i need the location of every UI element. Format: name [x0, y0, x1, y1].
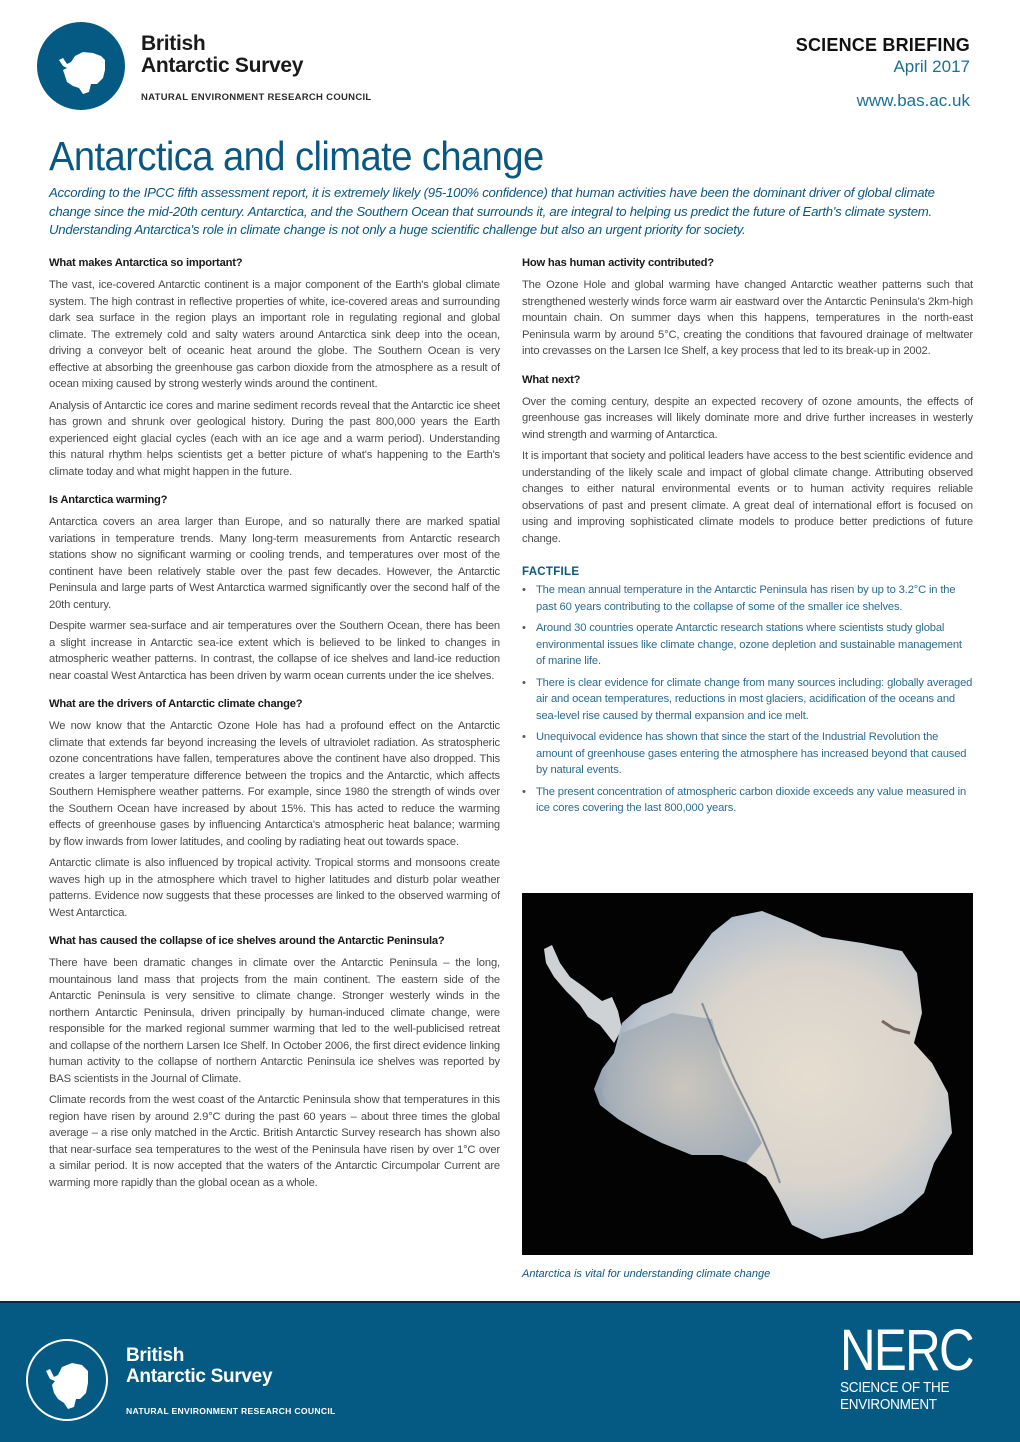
paragraph: Analysis of Antarctic ice cores and marine sediment records reveal that the Antarctic ice sheet has grown and shrunk over geological history. During the past 800,000 years the Earth experienced eight glacial cycles (each with an ice age and a warm period). Understanding this natural rhythm helps scientists get a better picture of what's happening to the Earth's climate today and what might happen in the future. [49, 399, 500, 478]
page-title: Antarctica and climate change [49, 133, 544, 179]
footer [0, 1301, 1020, 1442]
bullet-icon: • [522, 731, 526, 743]
nerc-logo [839, 1318, 996, 1413]
header [0, 0, 1020, 130]
bullet-icon: • [522, 785, 526, 798]
nerc-acronym: NERC [839, 1318, 973, 1383]
factfile-item [522, 784, 973, 817]
factfile-item-text: Unequivocal evidence has shown that since the start of the Industrial Revolution the amount of greenhouse gases entering the atmosphere has increased beyond that caused by natural events. [536, 731, 967, 776]
intro-paragraph: According to the IPCC fifth assessment report, it is extremely likely (95-100% confidence) that human activities have been the dominant driver of global climate change since the mid-20th century. Antarctica, and the Southern Ocean that surrounds it, are integral to helping us predict the future of Earth's climate system. Understanding Antarctica's role in climate change is not only a huge scientific challenge but also an urgent priority for society. [49, 185, 935, 237]
factfile-title: FACTFILE [522, 566, 580, 578]
paragraph: The Ozone Hole and global warming have changed Antarctic weather patterns such that strengthened westerly winds force warm air eastward over the Antarctic Peninsula's 2km-high mountain chain. On summer days when this happens, temperatures in the north-east Peninsula warm by around 5°C, creating the conditions that favoured drainage of meltwater into crevasses on the Larsen Ice Shelf, a key process that led to its break-up in 2002. [522, 279, 973, 357]
website-link[interactable]: www.bas.ac.uk [856, 91, 970, 110]
section-heading: What next? [522, 373, 581, 386]
briefing-date: April 2017 [893, 57, 970, 76]
nerc-tagline-line2: ENVIRONMENT [839, 1396, 937, 1413]
factfile-item [522, 582, 973, 615]
paragraph: Antarctic climate is also influenced by tropical activity. Tropical storms and monsoons create waves high up in the atmosphere which travel to higher latitudes and disturb polar weather patterns. Evidence now suggests that these processes are linked to the observed warming of West Antarctica. [49, 857, 500, 919]
factfile-item-text: Around 30 countries operate Antarctic research stations where scientists study global environmental issues like climate change, ozone depletion and sustainable management of marine life. [536, 622, 962, 667]
nerc-tagline-line1: SCIENCE OF THE [839, 1379, 949, 1396]
factfile-item-text: There is clear evidence for climate change from many sources including: globally averaged air and ocean temperatures, reductions in most glaciers, acidification of the oceans and sea-level rise caused by thermal expansion and ice melt. [536, 676, 973, 722]
footer-bas-wordmark [126, 1345, 272, 1387]
right-column [522, 256, 973, 822]
bullet-icon: • [522, 584, 526, 596]
paragraph: Despite warmer sea-surface and air temperatures over the Southern Ocean, there has been a slight increase in Antarctic sea-ice extent which is believed to be linked to changes in atmospheric weather patterns. In contrast, the collapse of ice shelves and land-ice reduction near coastal West Antarctica has been driven by warm ocean currents under the ice shelves. [49, 620, 500, 682]
paragraph: There have been dramatic changes in climate over the Antarctic Peninsula – the long, mountainous land mass that projects from the main continent. The eastern side of the Antarctic Peninsula is very sensitive to climate change. Stronger westerly winds in the northern Antarctic Peninsula, driven principally by human-induced climate change, were responsible for the marked regional summer warming that led to the well-publicised retreat and collapse of the northern Larsen Ice Shelf. In October 2006, the first direct evidence linking human activity to the collapse of northern Antarctic Peninsula ice shelves was reported by BAS scientists in the Journal of Climate. [49, 957, 500, 1085]
image-caption: Antarctica is vital for understanding climate change [522, 1268, 771, 1280]
bullet-icon: • [522, 622, 526, 634]
section-heading: Is Antarctica warming? [49, 494, 168, 506]
factfile-item-text: The mean annual temperature in the Antarctic Peninsula has risen by up to 3.2°C in the past 60 years contributing to the collapse of some of the smaller ice shelves. [536, 584, 956, 613]
logo-subtitle: NATURAL ENVIRONMENT RESEARCH COUNCIL [141, 92, 372, 103]
paragraph: We now know that the Antarctic Ozone Hole has had a profound effect on the Antarctic climate that extends far beyond increasing the levels of ultraviolet radiation. As stratospheric ozone concentrations have fallen, temperatures above the continent have also dropped. This creates a larger temperature difference between the tropics and the Antarctic, which affects Southern Hemisphere weather patterns. For example, since 1980 the strength of winds over the Southern Ocean have increased by about 15%. This has acted to reduce the warming effects of greenhouse gases by influencing Antarctica's atmospheric heat balance; warming by flow inwards from lower latitudes, and cooling by radiating heat out towards space. [49, 720, 500, 848]
bas-logo-icon [26, 1339, 108, 1421]
logo-line-antarctic-survey: Antarctic Survey [141, 54, 304, 77]
paragraph: Climate records from the west coast of the Antarctic Peninsula show that temperatures in this region have risen by around 2.9°C during the past 60 years – about three times the global average – a rise only matched in the Arctic. British Antarctic Survey research has shown also that near-surface sea temperatures to the west of the Peninsula have risen by over 1°C over a similar period. It is now accepted that the waters of the Antarctic Circumpolar Current are warming more rapidly than the global ocean as a whole. [49, 1094, 500, 1189]
factfile-item [522, 675, 973, 725]
briefing-info [796, 34, 970, 112]
section-heading: What are the drivers of Antarctic climate change? [49, 698, 303, 710]
bas-logo-icon [37, 22, 125, 110]
logo-line-british: British [141, 32, 206, 55]
antarctica-satellite-image [522, 893, 973, 1255]
factfile-item [522, 729, 973, 779]
paragraph: Over the coming century, despite an expected recovery of ozone amounts, the effects of greenhouse gas increases will likely dominate more and drive further increases in westerly wind strength and warming of Antarctica. [522, 395, 973, 441]
footer-logo-line-british: British [126, 1345, 185, 1366]
paragraph: The vast, ice-covered Antarctic continent is a major component of the Earth's global climate system. The high contrast in reflective properties of white, ice-covered areas and surrounding dark sea surface in the region plays an important role in regulating regional and global climate. The extremely cold and salty waters around Antarctica sink deep into the ocean, driving a conveyor belt of oceanic heat around the globe. The Southern Ocean is very effective at absorbing the greenhouse gas carbon dioxide from the atmosphere as a result of ocean mixing caused by strong westerly winds around the continent. [49, 279, 500, 390]
factfile-box [522, 566, 973, 817]
factfile-item-text: The present concentration of atmospheric carbon dioxide exceeds any value measured in ice cores covering the last 800,000 years. [536, 785, 967, 814]
footer-logo-line-antarctic-survey: Antarctic Survey [126, 1366, 273, 1387]
section-heading: What makes Antarctica so important? [49, 257, 243, 269]
left-column [49, 256, 500, 1196]
paragraph: Antarctica covers an area larger than Europe, and so naturally there are marked spatial variations in temperature trends. Many long-term measurements from Antarctic research stations show no significant warming or cooling trends, and temperatures over most of the continent have been relatively stable over the past few decades. However, the Antarctic Peninsula and large parts of West Antarctica warmed significantly over the second half of the 20th century. [49, 516, 500, 611]
paragraph: It is important that society and political leaders have access to the best scientific evidence and understanding of the likely scale and impact of global climate change. Attributing observed changes to either natural environmental events or to human activity requires reliable observations of past and present climate. A great deal of international effort is focused on using and improving sophisticated climate models to produce better predictions of future change. [522, 450, 973, 545]
section-heading: How has human activity contributed? [522, 257, 714, 269]
footer-logo-subtitle: NATURAL ENVIRONMENT RESEARCH COUNCIL [126, 1406, 336, 1416]
bas-wordmark [141, 33, 303, 77]
factfile-item [522, 620, 973, 670]
briefing-type: SCIENCE BRIEFING [795, 35, 970, 55]
section-heading: What has caused the collapse of ice shelves around the Antarctic Peninsula? [49, 935, 445, 947]
bullet-icon: • [522, 676, 526, 689]
